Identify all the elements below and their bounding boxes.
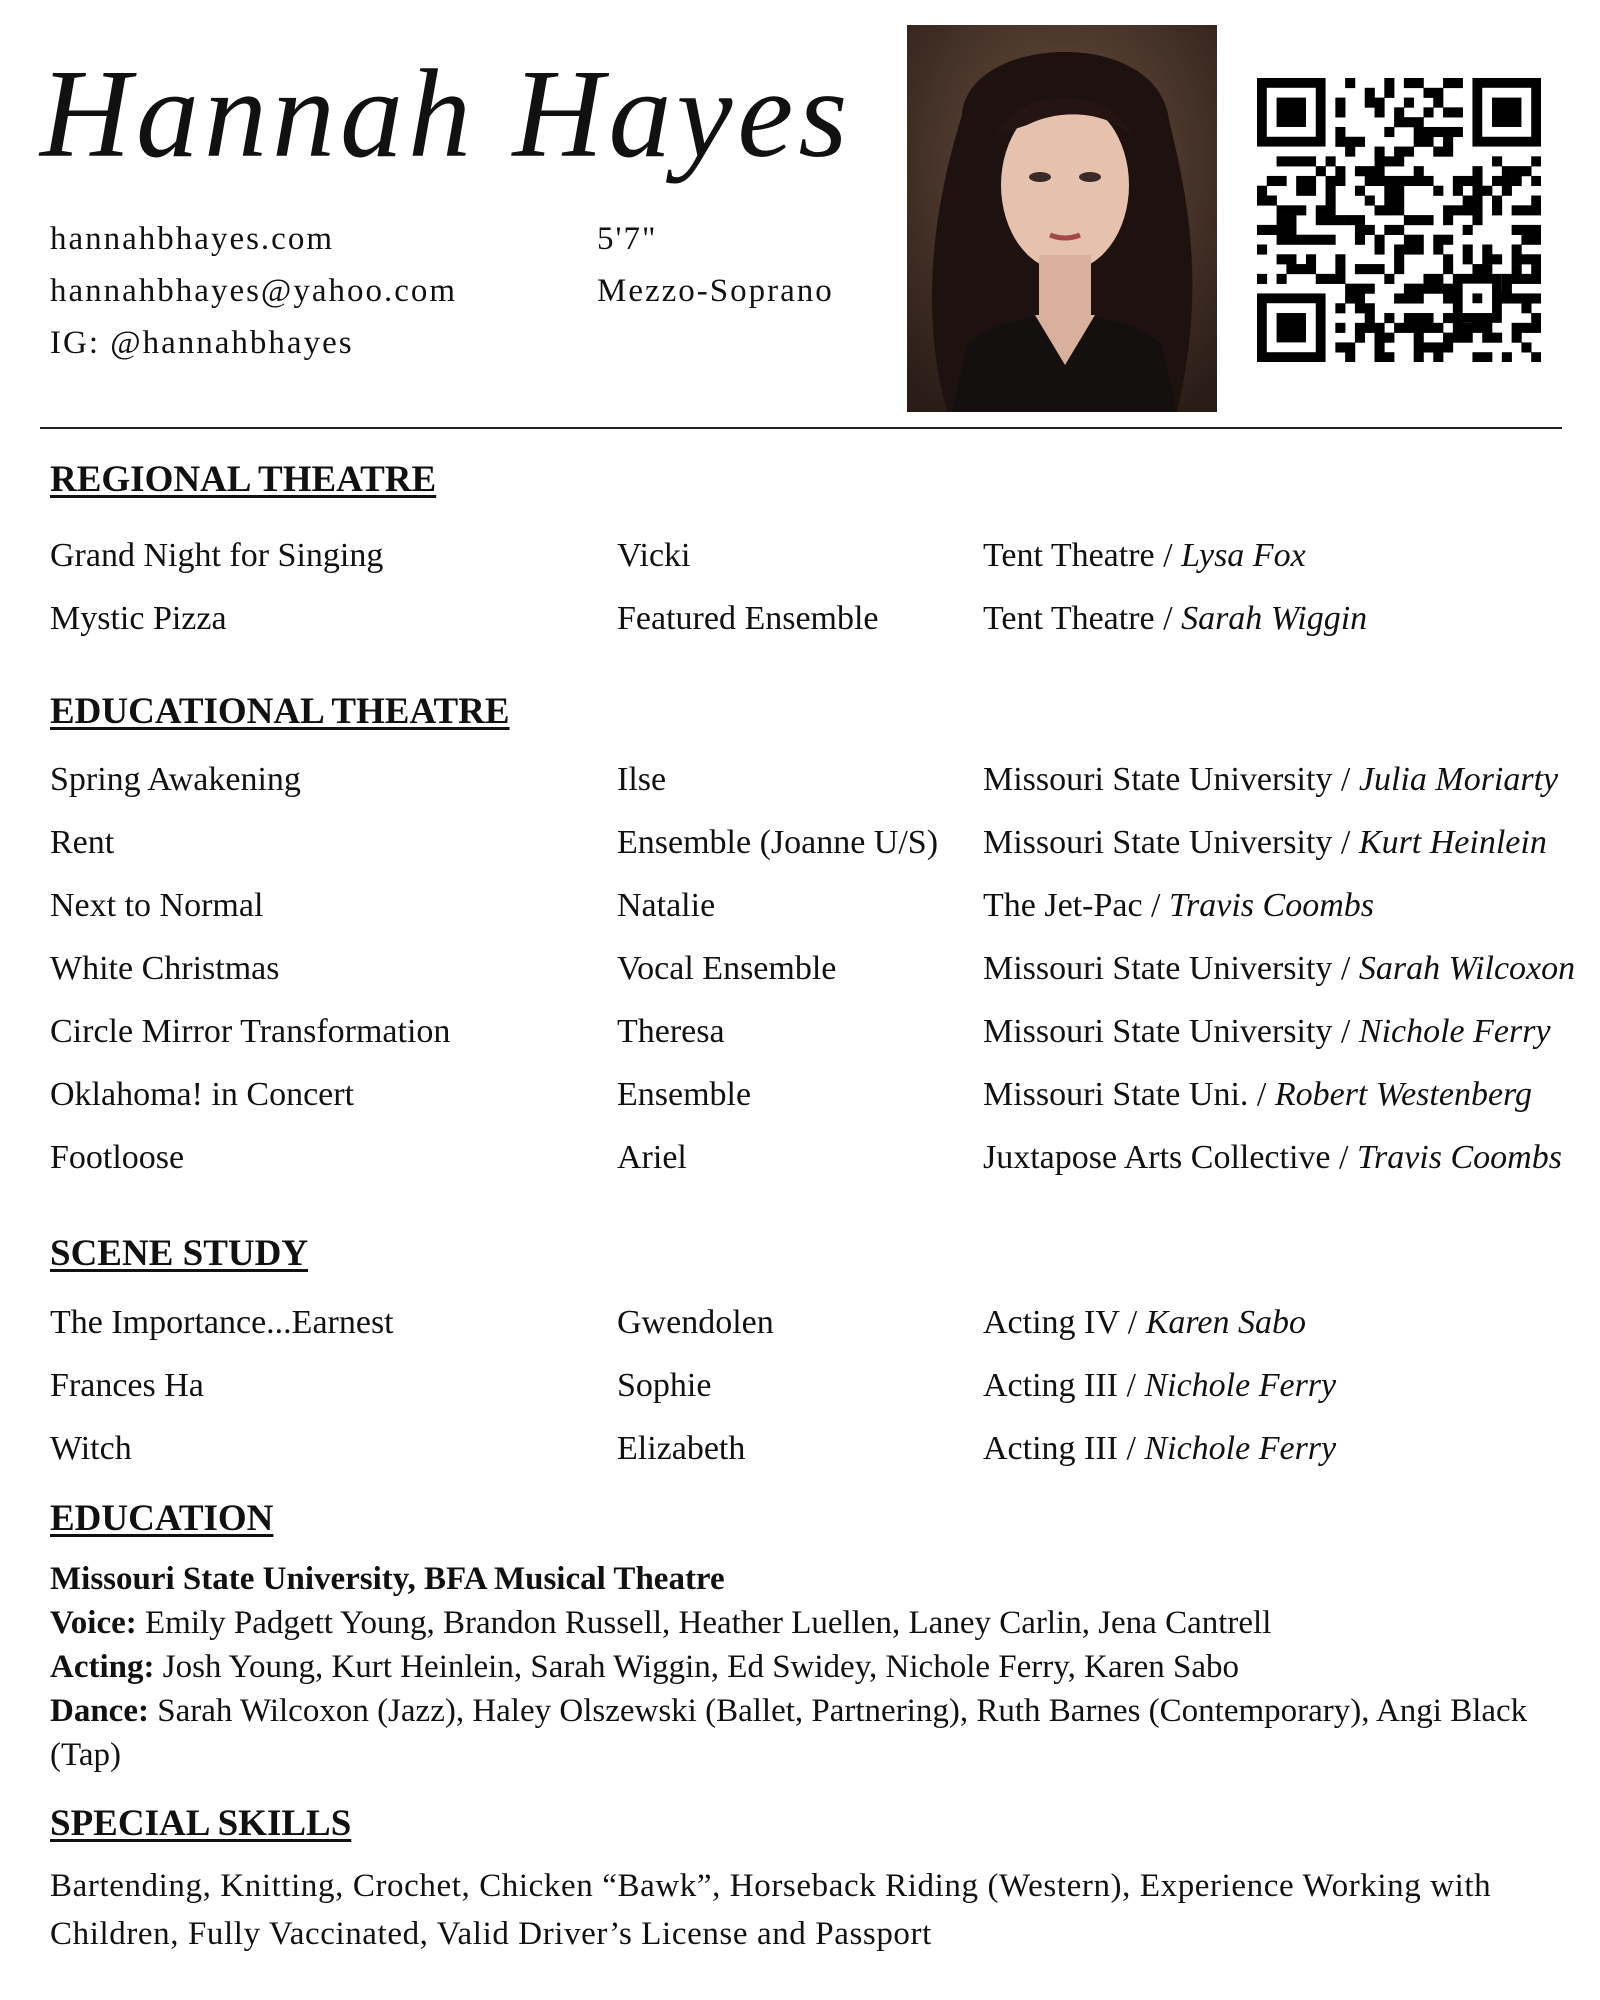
- section-heading-education: EDUCATION: [50, 1498, 274, 1539]
- role: Elizabeth: [617, 1430, 746, 1467]
- education-details: [50, 1557, 1560, 1777]
- table-row: [0, 818, 1600, 868]
- resume-header: [0, 0, 1600, 430]
- instructor: Nichole Ferry: [1144, 1367, 1337, 1404]
- special-skills-text: Bartending, Knitting, Crochet, Chicken “Bawk”, Horseback Riding (Western), Experience Working with Children, Fully Vaccinated, Valid Driver’s License and Passport: [50, 1868, 1492, 1952]
- table-row: [0, 1133, 1600, 1183]
- role: Gwendolen: [617, 1304, 774, 1341]
- venue: Tent Theatre /: [983, 600, 1182, 637]
- show-title: Spring Awakening: [50, 761, 301, 798]
- show-title: Mystic Pizza: [50, 600, 227, 637]
- venue-director: [983, 531, 1306, 581]
- show-title: The Importance...Earnest: [50, 1304, 394, 1341]
- header-divider: [40, 427, 1562, 429]
- section-heading-regional: REGIONAL THEATRE: [50, 459, 437, 500]
- table-row: [0, 1070, 1600, 1120]
- table-row: [0, 1007, 1600, 1057]
- role: Vicki: [617, 537, 691, 574]
- table-row: [0, 1424, 1600, 1474]
- venue-director: [983, 594, 1367, 644]
- role: Theresa: [617, 1013, 725, 1050]
- show-title: Oklahoma! in Concert: [50, 1076, 355, 1113]
- acting-teachers: [50, 1645, 1560, 1689]
- director: Robert Westenberg: [1274, 1076, 1533, 1113]
- show-title: Witch: [50, 1430, 132, 1467]
- performer-name: Hannah Hayes: [40, 45, 853, 184]
- instructor: Nichole Ferry: [1144, 1430, 1337, 1467]
- show-title: Grand Night for Singing: [50, 537, 384, 574]
- show-title: Next to Normal: [50, 887, 264, 924]
- venue: Missouri State University /: [983, 1013, 1359, 1050]
- school-degree: Missouri State University, BFA Musical Theatre: [50, 1561, 725, 1597]
- dance-teachers: [50, 1689, 1560, 1777]
- voice-list: Emily Padgett Young, Brandon Russell, Heather Luellen, Laney Carlin, Jena Cantrell: [136, 1605, 1272, 1641]
- venue-director: [983, 881, 1374, 931]
- venue: Juxtapose Arts Collective /: [983, 1139, 1357, 1176]
- class-instructor: [983, 1424, 1336, 1474]
- voice-type: Mezzo-Soprano: [597, 273, 834, 309]
- show-title: Frances Ha: [50, 1367, 204, 1404]
- qr-code[interactable]: [1257, 78, 1541, 362]
- contact-info: [50, 213, 457, 369]
- table-row: [0, 881, 1600, 931]
- website-link[interactable]: hannahbhayes.com: [50, 221, 334, 257]
- show-title: White Christmas: [50, 950, 280, 987]
- venue-director: [983, 755, 1558, 805]
- voice-teachers: [50, 1601, 1560, 1645]
- role: Vocal Ensemble: [617, 950, 837, 987]
- venue-director: [983, 944, 1575, 994]
- performer-stats: [597, 213, 834, 317]
- director: Sarah Wilcoxon: [1358, 950, 1576, 987]
- venue: Missouri State University /: [983, 761, 1359, 798]
- section-heading-special-skills: SPECIAL SKILLS: [50, 1803, 352, 1844]
- class: Acting IV /: [983, 1304, 1146, 1341]
- table-row: [0, 594, 1600, 644]
- class-instructor: [983, 1298, 1306, 1348]
- dance-label: Dance:: [50, 1693, 149, 1729]
- show-title: Footloose: [50, 1139, 185, 1176]
- role: Ilse: [617, 761, 667, 798]
- venue-director: [983, 1007, 1551, 1057]
- acting-label: Acting:: [50, 1649, 155, 1685]
- venue-director: [983, 818, 1547, 868]
- class: Acting III /: [983, 1430, 1145, 1467]
- email-link[interactable]: hannahbhayes@yahoo.com: [50, 273, 458, 309]
- table-row: [0, 1361, 1600, 1411]
- height-value: 5'7": [597, 221, 658, 257]
- table-row: [0, 1298, 1600, 1348]
- headshot-photo: [907, 25, 1217, 412]
- table-row: [0, 531, 1600, 581]
- venue: Missouri State Uni. /: [983, 1076, 1275, 1113]
- venue: The Jet-Pac /: [983, 887, 1169, 924]
- role: Ensemble (Joanne U/S): [617, 824, 939, 861]
- director: Kurt Heinlein: [1358, 824, 1547, 861]
- acting-list: Josh Young, Kurt Heinlein, Sarah Wiggin, Ed Swidey, Nichole Ferry, Karen Sabo: [154, 1649, 1239, 1685]
- director: Travis Coombs: [1356, 1139, 1562, 1176]
- venue: Missouri State University /: [983, 824, 1359, 861]
- class-instructor: [983, 1361, 1336, 1411]
- role: Ariel: [617, 1139, 687, 1176]
- venue-director: [983, 1070, 1532, 1120]
- voice-label: Voice:: [50, 1605, 137, 1641]
- section-heading-educational: EDUCATIONAL THEATRE: [50, 691, 510, 732]
- section-heading-scene-study: SCENE STUDY: [50, 1233, 309, 1274]
- venue: Tent Theatre /: [983, 537, 1182, 574]
- role: Featured Ensemble: [617, 600, 879, 637]
- show-title: Circle Mirror Transformation: [50, 1013, 451, 1050]
- director: Sarah Wiggin: [1181, 600, 1368, 637]
- class: Acting III /: [983, 1367, 1145, 1404]
- role: Ensemble: [617, 1076, 752, 1113]
- venue-director: [983, 1133, 1562, 1183]
- role: Sophie: [617, 1367, 712, 1404]
- table-row: [0, 944, 1600, 994]
- table-row: [0, 755, 1600, 805]
- dance-list: Sarah Wilcoxon (Jazz), Haley Olszewski (Ballet, Partnering), Ruth Barnes (Contemporary), Angi Black (Tap): [50, 1693, 1528, 1773]
- director: Lysa Fox: [1181, 537, 1306, 574]
- role: Natalie: [617, 887, 716, 924]
- director: Nichole Ferry: [1358, 1013, 1551, 1050]
- show-title: Rent: [50, 824, 115, 861]
- director: Julia Moriarty: [1358, 761, 1559, 798]
- director: Travis Coombs: [1169, 887, 1374, 924]
- instagram-handle: IG: @hannahbhayes: [50, 325, 354, 361]
- instructor: Karen Sabo: [1145, 1304, 1306, 1341]
- venue: Missouri State University /: [983, 950, 1359, 987]
